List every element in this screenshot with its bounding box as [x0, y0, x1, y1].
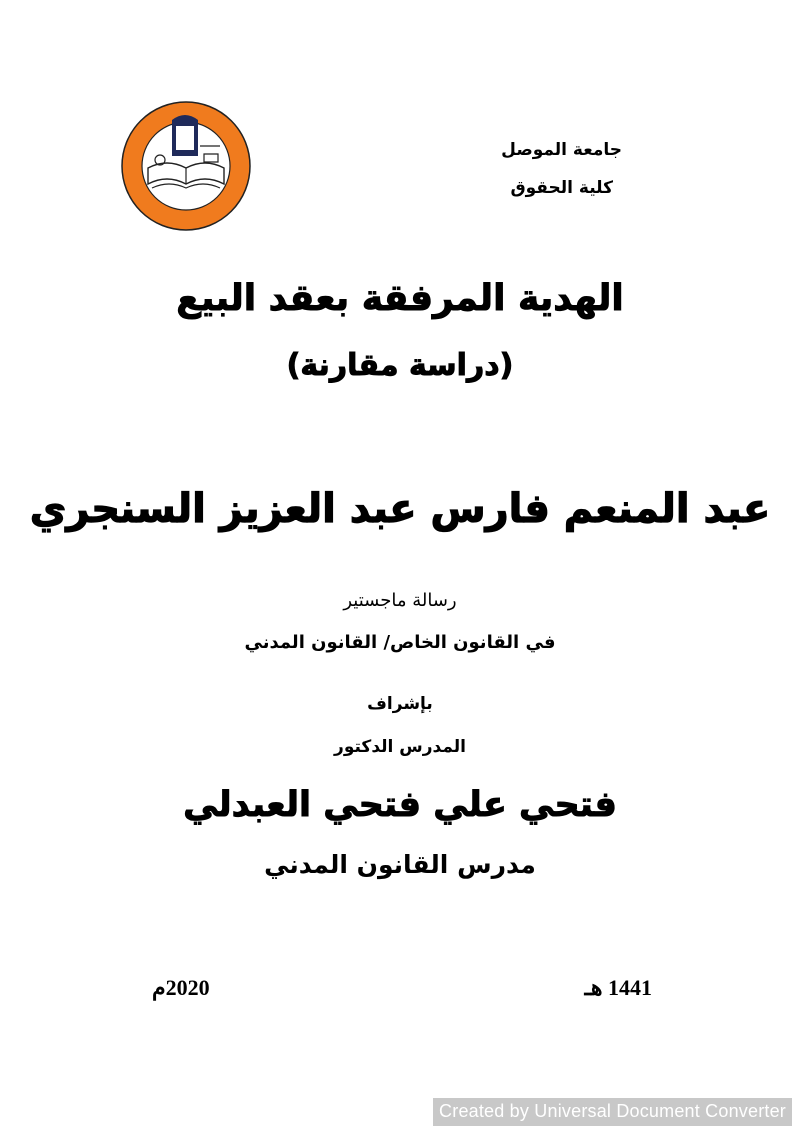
thesis-field: في القانون الخاص/ القانون المدني [244, 632, 556, 653]
supervisor-role: مدرس القانون المدني [264, 850, 536, 879]
supervisor-rank: المدرس الدكتور [334, 737, 466, 757]
supervision-label: بإشراف [367, 694, 433, 714]
university-logo [120, 100, 252, 232]
author-name: عبد المنعم فارس عبد العزيز السنجري [29, 486, 771, 532]
university-name: جامعة الموصل [501, 140, 622, 160]
gregorian-year: 2020م [152, 975, 210, 1000]
faculty-name: كلية الحقوق [510, 178, 613, 198]
supervisor-name: فتحي علي فتحي العبدلي [183, 785, 617, 825]
converter-watermark: Created by Universal Document Converter [433, 1098, 792, 1126]
thesis-title: الهدية المرفقة بعقد البيع [176, 278, 624, 319]
thesis-subtitle: (دراسة مقارنة) [286, 348, 514, 383]
logo-text [176, 127, 196, 128]
thesis-type: رسالة ماجستير [343, 590, 457, 611]
hijri-year: 1441 هـ [584, 975, 652, 1000]
